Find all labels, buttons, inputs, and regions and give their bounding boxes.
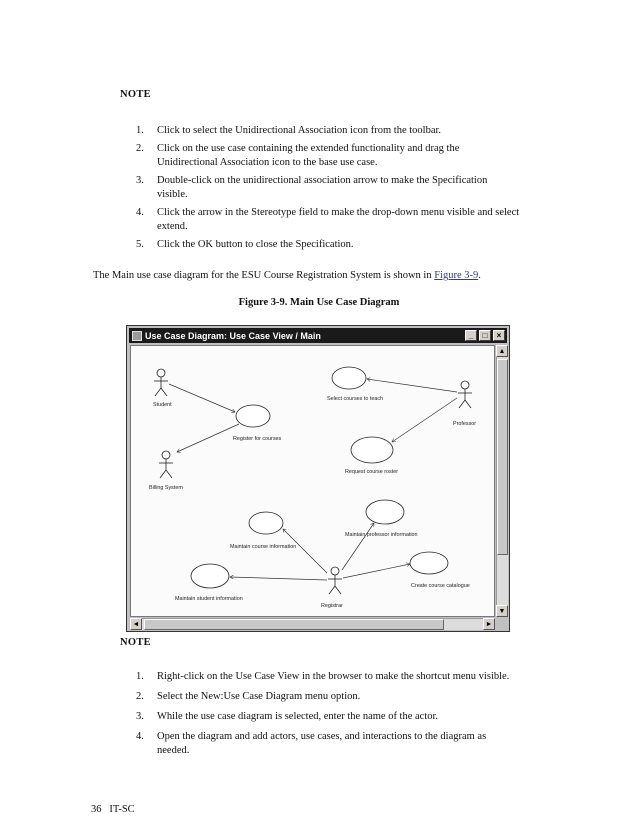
step-text: Click to select the Unidirectional Association icon from the toolbar. bbox=[157, 125, 442, 136]
use-case-label: Maintain student information bbox=[175, 596, 243, 602]
step-number: 4. bbox=[136, 731, 144, 742]
list-item bbox=[120, 730, 520, 758]
use-case-maintain-course[interactable] bbox=[249, 512, 283, 534]
association-line[interactable] bbox=[392, 398, 457, 442]
use-case-create-catalogue[interactable] bbox=[410, 552, 448, 574]
use-case-select-courses[interactable] bbox=[332, 367, 366, 389]
step-number: 1. bbox=[136, 671, 144, 682]
scroll-thumb[interactable] bbox=[497, 359, 508, 555]
figure-caption: Figure 3-9. Main Use Case Diagram bbox=[238, 297, 400, 308]
association-line[interactable] bbox=[177, 424, 239, 452]
use-case-register[interactable] bbox=[236, 405, 270, 427]
associations bbox=[169, 379, 457, 580]
actor-registrar[interactable] bbox=[328, 567, 342, 594]
step-text: Click on the use case containing the extended functionality and drag the Unidirectional Association icon to the base use case. bbox=[157, 143, 460, 168]
use-case-label: Maintain professor information bbox=[345, 532, 418, 538]
list-item bbox=[120, 690, 520, 704]
list-item bbox=[120, 238, 520, 252]
association-line[interactable] bbox=[230, 577, 327, 580]
step-text: While the use case diagram is selected, enter the name of the actor. bbox=[157, 711, 439, 722]
scroll-right-icon[interactable]: ► bbox=[483, 618, 495, 630]
actor-billing-system[interactable] bbox=[159, 451, 173, 478]
scroll-down-icon[interactable]: ▼ bbox=[496, 605, 508, 617]
vertical-scrollbar[interactable] bbox=[496, 345, 508, 617]
page-footer: 36 IT-SC bbox=[91, 804, 135, 815]
actor-student[interactable] bbox=[154, 369, 168, 396]
step-text: Double-click on the unidirectional association arrow to make the Specification visible. bbox=[157, 175, 488, 200]
diagram-canvas[interactable] bbox=[130, 345, 495, 617]
body-paragraph bbox=[93, 270, 573, 281]
use-case-label: Select courses to teach bbox=[327, 396, 384, 402]
list-item bbox=[120, 142, 520, 170]
use-case-label: Request course roster bbox=[345, 469, 399, 475]
paragraph-end: . bbox=[478, 270, 481, 281]
maximize-icon[interactable]: □ bbox=[479, 330, 491, 341]
window-title: Use Case Diagram: Use Case View / Main bbox=[145, 330, 321, 341]
actor-label: Billing System bbox=[149, 485, 183, 491]
note2-steps bbox=[120, 670, 520, 758]
association-line[interactable] bbox=[343, 564, 410, 578]
list-item bbox=[120, 124, 520, 138]
note1-steps bbox=[120, 124, 520, 252]
step-text: Open the diagram and add actors, use cases, and interactions to the diagram as needed. bbox=[157, 731, 487, 756]
step-text: Select the New:Use Case Diagram menu option. bbox=[157, 691, 361, 702]
scroll-up-icon[interactable]: ▲ bbox=[496, 345, 508, 357]
use-case-label: Create course catalogue bbox=[411, 583, 470, 589]
association-line[interactable] bbox=[169, 384, 235, 412]
actor-label: Registrar bbox=[321, 603, 343, 609]
association-line[interactable] bbox=[283, 529, 327, 573]
figure-link[interactable]: Figure 3-9 bbox=[434, 270, 479, 281]
app-icon bbox=[132, 331, 142, 341]
list-item bbox=[120, 710, 520, 724]
diagram-window bbox=[126, 325, 510, 632]
use-case-label: Register for courses bbox=[233, 436, 282, 442]
scroll-thumb[interactable] bbox=[144, 619, 444, 630]
window-titlebar[interactable] bbox=[129, 328, 507, 343]
minimize-icon[interactable]: _ bbox=[465, 330, 477, 341]
actor-professor[interactable] bbox=[458, 381, 472, 408]
step-number: 5. bbox=[136, 239, 144, 250]
list-item bbox=[120, 670, 520, 684]
paragraph-text: The Main use case diagram for the ESU Course Registration System is shown in bbox=[93, 270, 435, 281]
use-case-maintain-student[interactable] bbox=[191, 564, 229, 588]
note-heading: NOTE bbox=[120, 89, 151, 100]
step-number: 3. bbox=[136, 711, 144, 722]
use-case-maintain-professor[interactable] bbox=[366, 500, 404, 524]
close-icon[interactable]: × bbox=[493, 330, 505, 341]
association-line[interactable] bbox=[342, 523, 374, 570]
actor-label: Professor bbox=[453, 421, 477, 427]
use-case-request-roster[interactable] bbox=[351, 437, 393, 463]
resize-grip-icon[interactable] bbox=[496, 618, 508, 630]
actor-label: Student bbox=[153, 402, 172, 408]
use-case-label: Maintain course information bbox=[230, 544, 297, 550]
step-text: Right-click on the Use Case View in the browser to make the shortcut menu visible. bbox=[157, 671, 510, 682]
step-number: 3. bbox=[136, 175, 144, 186]
horizontal-scrollbar[interactable] bbox=[130, 618, 495, 630]
list-item bbox=[120, 174, 520, 202]
step-text: Click the OK button to close the Specification. bbox=[157, 239, 354, 250]
association-line[interactable] bbox=[367, 379, 457, 392]
scroll-left-icon[interactable]: ◄ bbox=[130, 618, 142, 630]
step-number: 2. bbox=[136, 691, 144, 702]
step-number: 4. bbox=[136, 207, 144, 218]
note-heading: NOTE bbox=[120, 637, 151, 648]
step-number: 2. bbox=[136, 143, 144, 154]
list-item bbox=[120, 206, 520, 234]
step-number: 1. bbox=[136, 125, 144, 136]
use-case-diagram bbox=[131, 346, 494, 616]
step-text: Click the arrow in the Stereotype field to make the drop-down menu visible and select extend. bbox=[157, 207, 520, 232]
